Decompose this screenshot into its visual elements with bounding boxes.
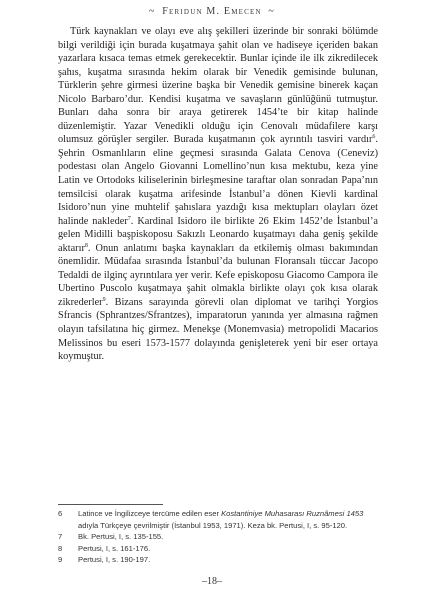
page-number: –18– [202, 576, 222, 587]
footnote-number: 9 [58, 555, 63, 564]
footnote-9 [58, 554, 370, 566]
header-ornament-left: ~ [148, 6, 156, 17]
footnote-ref-7[interactable]: 7 [127, 215, 131, 222]
running-head [0, 6, 424, 17]
footnote-separator [58, 504, 163, 505]
footnote-ref-8[interactable]: 8 [84, 242, 88, 249]
author-name: Ferıdun M. Emecen [162, 6, 262, 17]
footnote-number: 8 [58, 543, 63, 553]
footnote-text: Pertusi, I, s. 190-197. [78, 555, 151, 564]
footnote-7 [58, 531, 370, 543]
footnote-ref-6[interactable]: 6 [372, 134, 376, 141]
footnote-number: 7 [58, 532, 63, 541]
footnote-8 [58, 543, 370, 555]
footnote-text: Latince ve İngilizceye tercüme edilen eser Kostantiniye Muhasarası Ruznâmesi 1453 adıyla Türkçeye çevrilmiştir (İstanbul 1953, 1971). Keza bk. Pertusi, I, s. 95-120. [78, 509, 364, 530]
body-text [58, 25, 378, 364]
footnote-ref-9[interactable]: 9 [102, 296, 106, 303]
footnote-text: Bk. Pertusi, I, s. 135-155. [78, 532, 164, 541]
header-ornament-right: ~ [268, 6, 276, 17]
book-title: Kostantiniye Muhasarası Ruznâmesi 1453 [221, 509, 364, 518]
paragraph: Türk kaynakları ve olayı eve alış şekilleri üzerinde bir sonraki bölümde bilgi verildiği için burada kuşatmaya şahit olan ve hadiseye içeriden bakan yazarlara kısaca temas etmek gerekecektir. Bunlar içinde ile ilk zikredilecek şahıs, kuşatma sırasında hekim olarak bir Venedik gemisinde bulunan, Türklerin şehre girmesi üzerine başka bir Venedik gemisine binerek kaçan Nicolo Barbaro’dur. Kendisi kuşatma ve savaşların günlüğünü tutmuştur. Bunları daha sonra bir araya getirerek 1454’te bir kitap halinde düzenlemiştir. Yazar Venedikli olduğu için Cenovalı müdafilere karşı olumsuz görüşler sergiler. Burada kuşatmanın çok ayrıntılı tasviri vardır$^6$. Şehrin Osmanlıların eline geçmesi sırasında Galata Cenova (Ceneviz) podestası olan Angelo Giovanni Lomellino’nun kısa mektubu, keza yine Latin ve Ortodoks kiliselerinin birleşmesine taraftar olan sonradan Papa’nın temsilcisi olarak kuşatma arifesinde İstanbul’a dönen Kievli kardinal Isidoro’nun yine muhtelif şahıslara yazdığı kısa mektupları olayları özet halinde nakleder$^7$. Kardinal Isidoro ile birlikte 26 Ekim 1452’de İstanbul’a gelen Midilli başpiskoposu Sakızlı Leonardo kuşatmayı daha geniş şekilde aktarır$^8$. Onun anlatımı başka kaynakları da etkilemiş olması bakımından önemlidir. Müdafaa sırasında İstanbul’da bulunan Floransalı tüccar Jacopo Tedaldi de ilginç ayrıntılara yer verir. Kefe episkoposu Giacomo Campora ile Ubertino Puscolo kuşatmaya şahit olmakla birlikte olayı çok kısa olarak zikrederler$^9$. Bizans sarayında görevli olan diplomat ve tarihçi Yorgios Sfrancis (Sphrantzes/Sfrantzes), imparatorun yanında yer almasına rağmen olayın tafsilatına hiç girmez. Menekşe (Monemvasia) metropolidi Macarios Melissinos bu eseri 1573-1577 dolayında genişleterek yeni bir eser ortaya koymuştur. [58, 26, 378, 363]
footnote-6 [58, 508, 370, 531]
footnotes [58, 508, 370, 566]
footnote-text: Pertusi, I, s. 161-176. [78, 543, 151, 553]
footnote-number: 6 [58, 509, 63, 518]
